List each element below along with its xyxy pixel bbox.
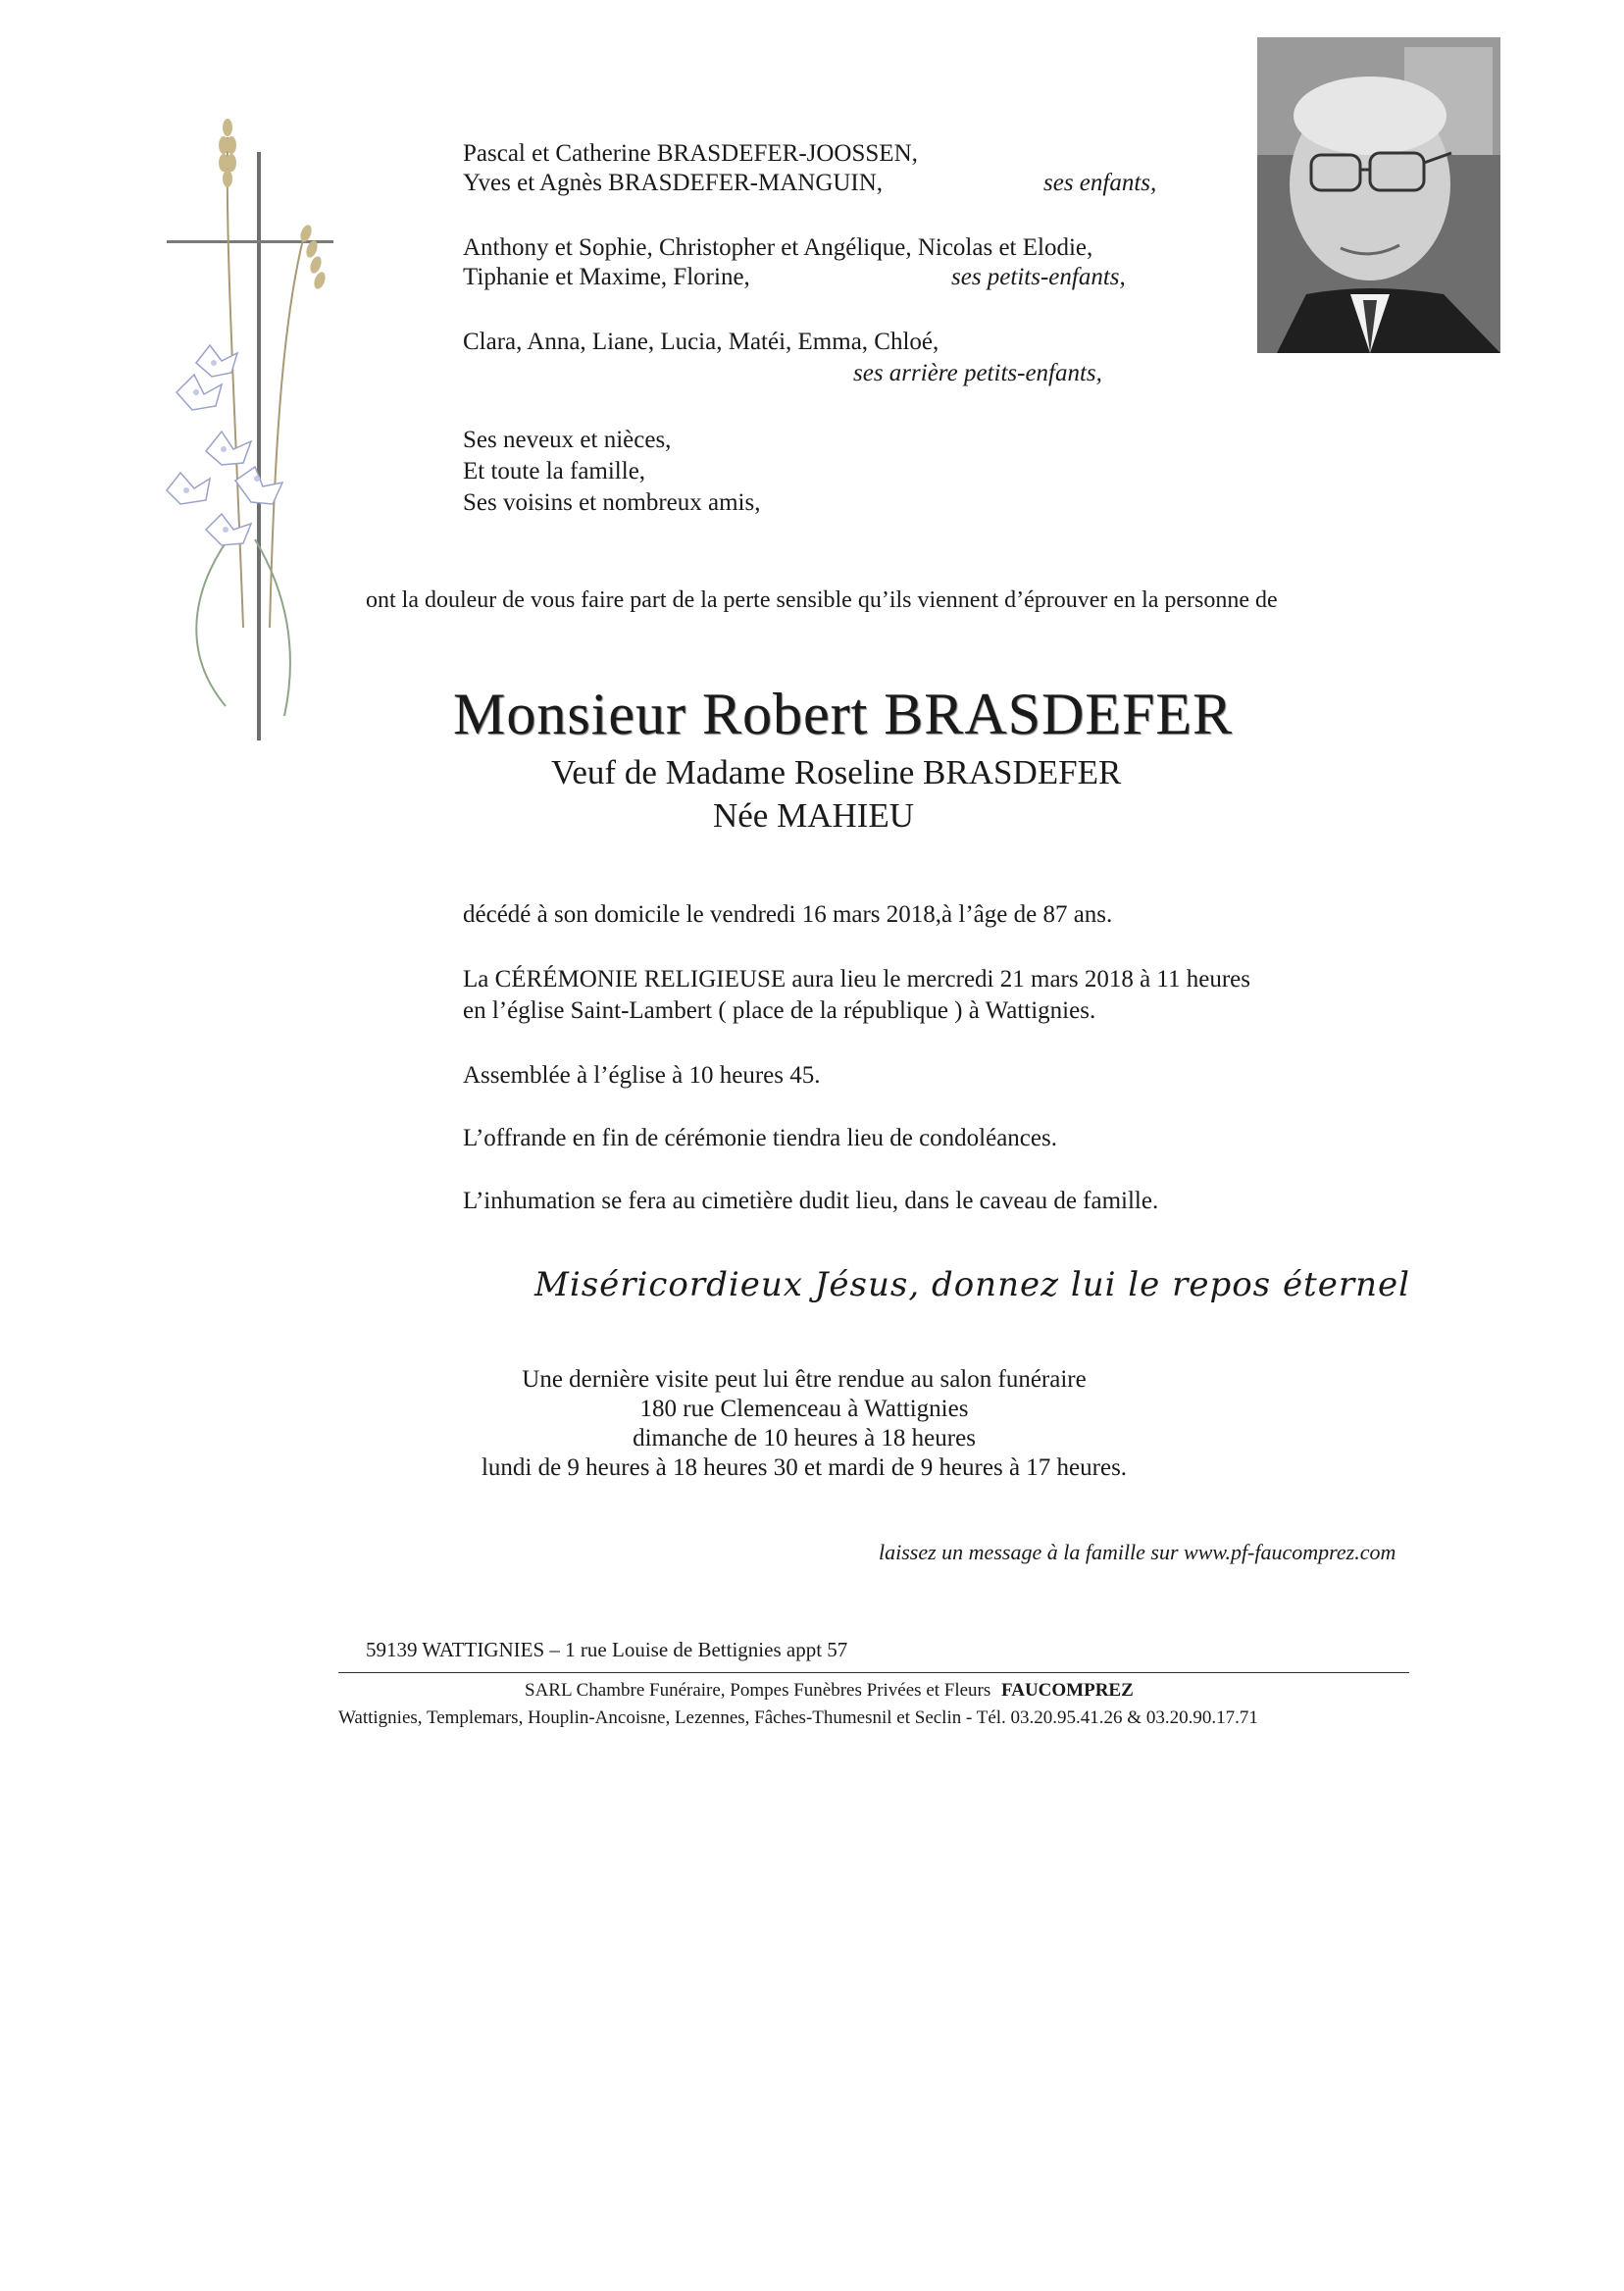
ceremony-line-2: en l’église Saint-Lambert ( place de la république ) à Wattignies. bbox=[463, 997, 1096, 1024]
offering-details: L’offrande en fin de cérémonie tiendra lieu de condoléances. bbox=[463, 1125, 1057, 1151]
cross-decoration bbox=[137, 118, 333, 745]
children-label: ses enfants, bbox=[1043, 170, 1157, 196]
family-line-1: Pascal et Catherine BRASDEFER-JOOSSEN, bbox=[463, 140, 918, 167]
family-line-8: Ses voisins et nombreux amis, bbox=[463, 489, 761, 516]
family-line-7: Et toute la famille, bbox=[463, 458, 646, 484]
footer-company bbox=[525, 1679, 1134, 1703]
footer-company-name: FAUCOMPREZ bbox=[1001, 1680, 1134, 1701]
family-line-4: Tiphanie et Maxime, Florine, bbox=[463, 264, 750, 290]
family-line-6: Ses neveux et nièces, bbox=[463, 427, 672, 453]
assembly-details: Assemblée à l’église à 10 heures 45. bbox=[463, 1062, 821, 1089]
family-line-2: Yves et Agnès BRASDEFER-MANGUIN, bbox=[463, 170, 884, 196]
visit-line-1: Une dernière visite peut lui être rendue au salon funéraire bbox=[522, 1366, 1087, 1393]
widow-line: Veuf de Madame Roseline BRASDEFER bbox=[551, 753, 1122, 791]
ceremony-line-1: La CÉRÉMONIE RELIGIEUSE aura lieu le mercredi 21 mars 2018 à 11 heures bbox=[463, 966, 1251, 993]
visit-line-2: 180 rue Clemenceau à Wattignies bbox=[639, 1396, 969, 1422]
grandchildren-label: ses petits-enfants, bbox=[951, 264, 1126, 290]
web-message: laissez un message à la famille sur www.pf-faucomprez.com bbox=[879, 1540, 1396, 1564]
cross-with-flowers-icon bbox=[137, 118, 333, 745]
family-line-3: Anthony et Sophie, Christopher et Angélique, Nicolas et Elodie, bbox=[463, 234, 1093, 261]
death-details: décédé à son domicile le vendredi 16 mars 2018,à l’âge de 87 ans. bbox=[463, 901, 1113, 928]
prayer-text: Miséricordieux Jésus, donnez lui le repos éternel bbox=[534, 1265, 1410, 1304]
greatgrandchildren-label: ses arrière petits-enfants, bbox=[853, 360, 1102, 386]
born-line: Née MAHIEU bbox=[713, 796, 915, 835]
burial-details: L’inhumation se fera au cimetière dudit lieu, dans le caveau de famille. bbox=[463, 1188, 1159, 1214]
visit-line-3: dimanche de 10 heures à 18 heures bbox=[633, 1425, 976, 1451]
deceased-name: Monsieur Robert BRASDEFER bbox=[453, 682, 1234, 746]
footer-locations: Wattignies, Templemars, Houplin-Ancoisne, Lezennes, Fâches-Thumesnil et Seclin - Tél. 03.20.95.41.26 & 03.20.90.17.71 bbox=[338, 1707, 1258, 1728]
announcement-text: ont la douleur de vous faire part de la perte sensible qu’ils viennent d’éprouver en la personne de bbox=[366, 587, 1278, 613]
footer-divider bbox=[338, 1672, 1409, 1673]
portrait-image-icon bbox=[1257, 37, 1500, 353]
footer-company-prefix: SARL Chambre Funéraire, Pompes Funèbres Privées et Fleurs bbox=[525, 1680, 991, 1701]
address-text: 59139 WATTIGNIES – 1 rue Louise de Bettignies appt 57 bbox=[366, 1638, 848, 1661]
family-line-5: Clara, Anna, Liane, Lucia, Matéi, Emma, Chloé, bbox=[463, 329, 939, 355]
visit-line-4: lundi de 9 heures à 18 heures 30 et mardi de 9 heures à 17 heures. bbox=[481, 1454, 1128, 1481]
portrait-photo bbox=[1257, 37, 1500, 353]
